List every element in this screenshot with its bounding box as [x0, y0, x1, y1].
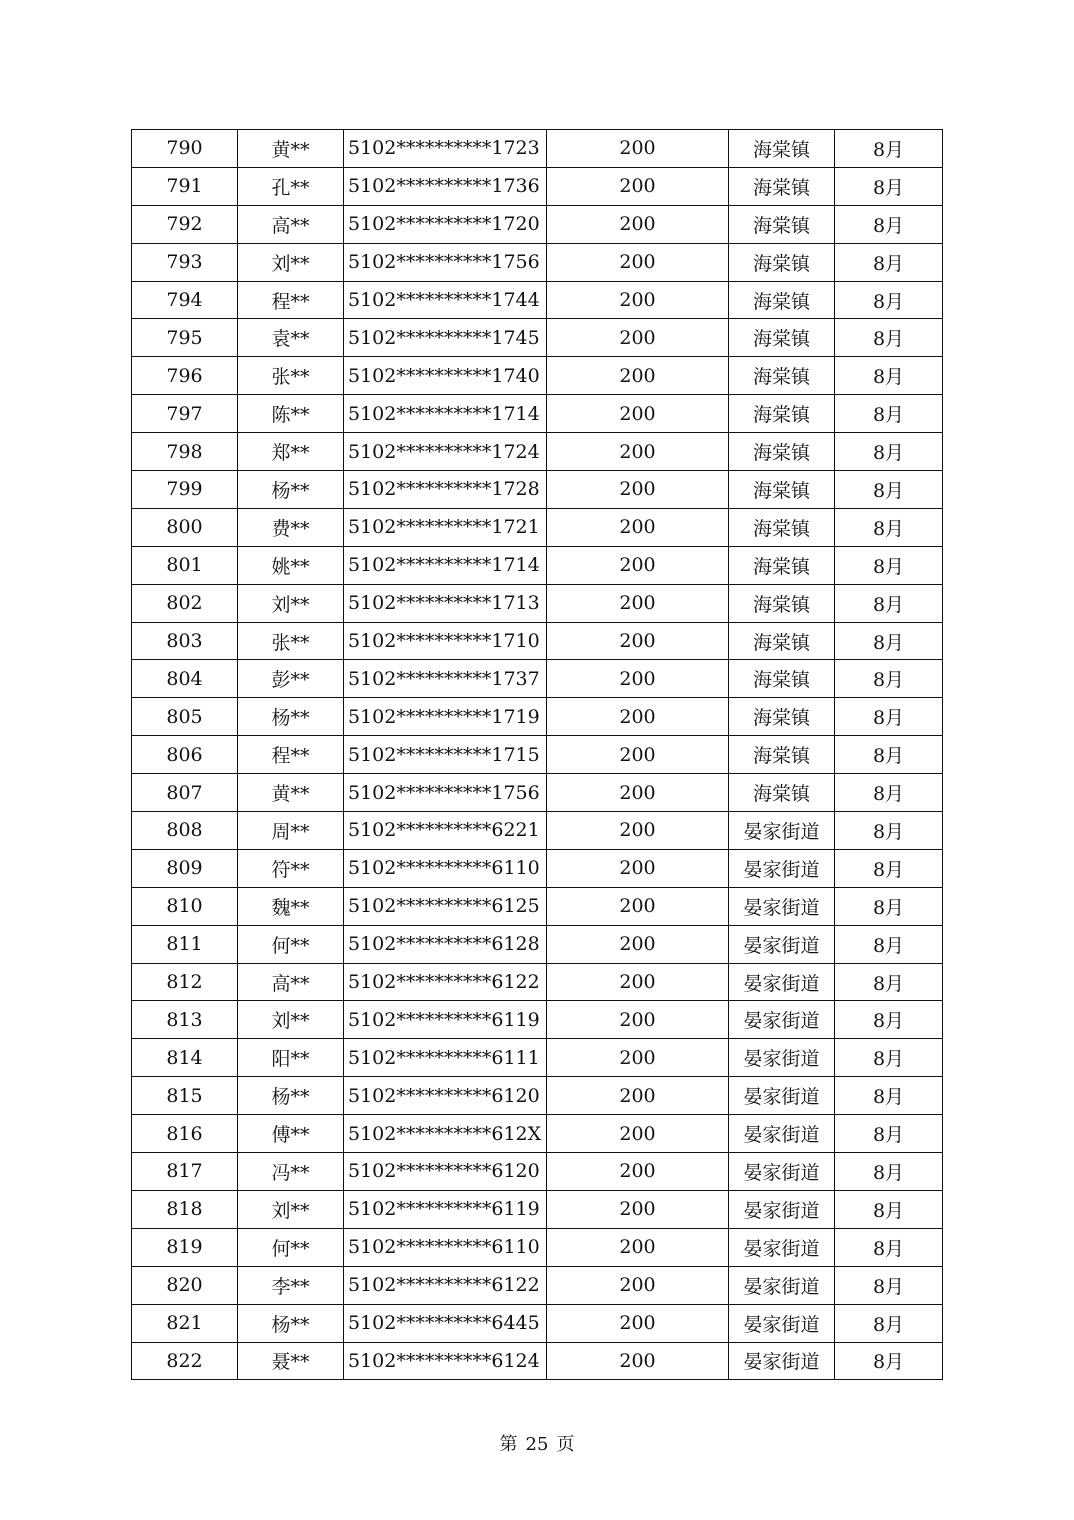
cell-month: 8月: [835, 395, 943, 433]
cell-month: 8月: [835, 622, 943, 660]
cell-id-number: 5102**********6124: [344, 1342, 547, 1380]
cell-amount: 200: [547, 584, 729, 622]
cell-id-number: 5102**********6119: [344, 1190, 547, 1228]
cell-town: 晏家街道: [729, 1266, 835, 1304]
cell-serial-number: 803: [132, 622, 238, 660]
cell-serial-number: 795: [132, 319, 238, 357]
cell-amount: 200: [547, 1115, 729, 1153]
cell-name: 符**: [238, 849, 344, 887]
cell-month: 8月: [835, 1228, 943, 1266]
footer-suffix: 页: [556, 1434, 575, 1455]
cell-serial-number: 807: [132, 774, 238, 812]
cell-month: 8月: [835, 1077, 943, 1115]
table-row: [132, 1190, 943, 1228]
cell-town: 海棠镇: [729, 471, 835, 509]
table-row: [132, 1342, 943, 1380]
cell-month: 8月: [835, 281, 943, 319]
cell-id-number: 5102**********1724: [344, 433, 547, 471]
cell-town: 晏家街道: [729, 1342, 835, 1380]
cell-town: 海棠镇: [729, 205, 835, 243]
cell-amount: 200: [547, 508, 729, 546]
table-row: [132, 698, 943, 736]
cell-name: 冯**: [238, 1153, 344, 1191]
cell-name: 李**: [238, 1266, 344, 1304]
cell-amount: 200: [547, 546, 729, 584]
cell-name: 彭**: [238, 660, 344, 698]
cell-month: 8月: [835, 1190, 943, 1228]
cell-town: 海棠镇: [729, 660, 835, 698]
cell-name: 何**: [238, 925, 344, 963]
cell-amount: 200: [547, 1190, 729, 1228]
cell-town: 晏家街道: [729, 1001, 835, 1039]
cell-name: 刘**: [238, 1001, 344, 1039]
cell-name: 刘**: [238, 243, 344, 281]
cell-id-number: 5102**********6110: [344, 849, 547, 887]
table-row: [132, 812, 943, 850]
cell-id-number: 5102**********6119: [344, 1001, 547, 1039]
cell-serial-number: 813: [132, 1001, 238, 1039]
cell-name: 黄**: [238, 774, 344, 812]
cell-name: 高**: [238, 205, 344, 243]
cell-month: 8月: [835, 736, 943, 774]
table-row: [132, 319, 943, 357]
cell-amount: 200: [547, 167, 729, 205]
cell-month: 8月: [835, 1342, 943, 1380]
cell-month: 8月: [835, 1039, 943, 1077]
cell-amount: 200: [547, 281, 729, 319]
cell-serial-number: 819: [132, 1228, 238, 1266]
cell-amount: 200: [547, 1342, 729, 1380]
cell-month: 8月: [835, 471, 943, 509]
cell-id-number: 5102**********6128: [344, 925, 547, 963]
cell-month: 8月: [835, 205, 943, 243]
table-row: [132, 1115, 943, 1153]
cell-name: 程**: [238, 281, 344, 319]
cell-town: 海棠镇: [729, 395, 835, 433]
cell-serial-number: 805: [132, 698, 238, 736]
cell-town: 晏家街道: [729, 887, 835, 925]
cell-amount: 200: [547, 698, 729, 736]
cell-serial-number: 800: [132, 508, 238, 546]
cell-id-number: 5102**********1713: [344, 584, 547, 622]
cell-id-number: 5102**********1740: [344, 357, 547, 395]
cell-month: 8月: [835, 130, 943, 168]
table-row: [132, 357, 943, 395]
cell-month: 8月: [835, 1266, 943, 1304]
cell-name: 杨**: [238, 698, 344, 736]
table-row: [132, 622, 943, 660]
table-row: [132, 1077, 943, 1115]
cell-amount: 200: [547, 774, 729, 812]
cell-month: 8月: [835, 1304, 943, 1342]
cell-id-number: 5102**********6221: [344, 812, 547, 850]
cell-id-number: 5102**********1736: [344, 167, 547, 205]
cell-month: 8月: [835, 357, 943, 395]
cell-month: 8月: [835, 925, 943, 963]
cell-name: 杨**: [238, 1304, 344, 1342]
cell-month: 8月: [835, 887, 943, 925]
table-row: [132, 243, 943, 281]
cell-month: 8月: [835, 508, 943, 546]
table-row: [132, 963, 943, 1001]
cell-name: 刘**: [238, 584, 344, 622]
cell-town: 海棠镇: [729, 130, 835, 168]
cell-amount: 200: [547, 357, 729, 395]
cell-month: 8月: [835, 546, 943, 584]
cell-serial-number: 817: [132, 1153, 238, 1191]
cell-serial-number: 794: [132, 281, 238, 319]
cell-town: 海棠镇: [729, 319, 835, 357]
cell-id-number: 5102**********612X: [344, 1115, 547, 1153]
cell-month: 8月: [835, 319, 943, 357]
cell-id-number: 5102**********6445: [344, 1304, 547, 1342]
table-row: [132, 281, 943, 319]
cell-serial-number: 797: [132, 395, 238, 433]
cell-name: 刘**: [238, 1190, 344, 1228]
cell-id-number: 5102**********6122: [344, 1266, 547, 1304]
table-row: [132, 395, 943, 433]
cell-month: 8月: [835, 963, 943, 1001]
cell-town: 海棠镇: [729, 243, 835, 281]
cell-name: 何**: [238, 1228, 344, 1266]
cell-amount: 200: [547, 925, 729, 963]
table-row: [132, 167, 943, 205]
cell-town: 晏家街道: [729, 812, 835, 850]
cell-serial-number: 799: [132, 471, 238, 509]
cell-amount: 200: [547, 1228, 729, 1266]
cell-amount: 200: [547, 471, 729, 509]
cell-town: 海棠镇: [729, 508, 835, 546]
cell-amount: 200: [547, 812, 729, 850]
page-number: 25: [525, 1434, 549, 1455]
table-row: [132, 774, 943, 812]
cell-name: 费**: [238, 508, 344, 546]
cell-serial-number: 806: [132, 736, 238, 774]
cell-amount: 200: [547, 660, 729, 698]
table-row: [132, 736, 943, 774]
cell-town: 海棠镇: [729, 736, 835, 774]
cell-town: 晏家街道: [729, 1228, 835, 1266]
page-footer: [0, 1430, 1074, 1456]
cell-month: 8月: [835, 774, 943, 812]
cell-id-number: 5102**********1714: [344, 546, 547, 584]
cell-serial-number: 810: [132, 887, 238, 925]
cell-amount: 200: [547, 736, 729, 774]
table-row: [132, 849, 943, 887]
cell-serial-number: 821: [132, 1304, 238, 1342]
table-row: [132, 546, 943, 584]
cell-amount: 200: [547, 963, 729, 1001]
roster-table: [131, 129, 943, 1380]
cell-month: 8月: [835, 1153, 943, 1191]
table-row: [132, 1228, 943, 1266]
table-row: [132, 660, 943, 698]
table-row: [132, 1001, 943, 1039]
cell-serial-number: 792: [132, 205, 238, 243]
cell-town: 晏家街道: [729, 1115, 835, 1153]
cell-name: 杨**: [238, 1077, 344, 1115]
cell-serial-number: 809: [132, 849, 238, 887]
cell-amount: 200: [547, 622, 729, 660]
cell-serial-number: 816: [132, 1115, 238, 1153]
table-row: [132, 433, 943, 471]
cell-name: 周**: [238, 812, 344, 850]
cell-town: 晏家街道: [729, 1077, 835, 1115]
cell-town: 晏家街道: [729, 1190, 835, 1228]
cell-amount: 200: [547, 887, 729, 925]
cell-town: 晏家街道: [729, 925, 835, 963]
cell-name: 聂**: [238, 1342, 344, 1380]
cell-serial-number: 793: [132, 243, 238, 281]
cell-id-number: 5102**********1714: [344, 395, 547, 433]
cell-serial-number: 814: [132, 1039, 238, 1077]
cell-town: 晏家街道: [729, 849, 835, 887]
cell-amount: 200: [547, 433, 729, 471]
cell-name: 程**: [238, 736, 344, 774]
cell-serial-number: 802: [132, 584, 238, 622]
cell-id-number: 5102**********1710: [344, 622, 547, 660]
cell-amount: 200: [547, 1001, 729, 1039]
cell-month: 8月: [835, 698, 943, 736]
cell-id-number: 5102**********1745: [344, 319, 547, 357]
cell-amount: 200: [547, 849, 729, 887]
cell-serial-number: 811: [132, 925, 238, 963]
cell-amount: 200: [547, 130, 729, 168]
cell-id-number: 5102**********6122: [344, 963, 547, 1001]
cell-id-number: 5102**********1756: [344, 774, 547, 812]
cell-serial-number: 801: [132, 546, 238, 584]
cell-month: 8月: [835, 660, 943, 698]
cell-serial-number: 790: [132, 130, 238, 168]
cell-town: 海棠镇: [729, 584, 835, 622]
cell-id-number: 5102**********1737: [344, 660, 547, 698]
table-row: [132, 508, 943, 546]
cell-month: 8月: [835, 1115, 943, 1153]
cell-id-number: 5102**********1715: [344, 736, 547, 774]
cell-amount: 200: [547, 319, 729, 357]
table-row: [132, 130, 943, 168]
cell-name: 袁**: [238, 319, 344, 357]
table-row: [132, 1266, 943, 1304]
table-row: [132, 887, 943, 925]
cell-town: 海棠镇: [729, 774, 835, 812]
cell-serial-number: 818: [132, 1190, 238, 1228]
cell-name: 孔**: [238, 167, 344, 205]
cell-name: 张**: [238, 357, 344, 395]
cell-serial-number: 822: [132, 1342, 238, 1380]
cell-month: 8月: [835, 243, 943, 281]
cell-name: 姚**: [238, 546, 344, 584]
footer-prefix: 第: [499, 1434, 518, 1455]
cell-amount: 200: [547, 1153, 729, 1191]
table-row: [132, 1304, 943, 1342]
cell-month: 8月: [835, 167, 943, 205]
cell-town: 海棠镇: [729, 357, 835, 395]
cell-id-number: 5102**********1744: [344, 281, 547, 319]
cell-id-number: 5102**********6111: [344, 1039, 547, 1077]
cell-id-number: 5102**********1720: [344, 205, 547, 243]
cell-id-number: 5102**********1756: [344, 243, 547, 281]
cell-town: 晏家街道: [729, 1153, 835, 1191]
cell-amount: 200: [547, 1077, 729, 1115]
cell-serial-number: 804: [132, 660, 238, 698]
cell-serial-number: 798: [132, 433, 238, 471]
cell-month: 8月: [835, 812, 943, 850]
cell-serial-number: 808: [132, 812, 238, 850]
cell-name: 郑**: [238, 433, 344, 471]
cell-id-number: 5102**********6120: [344, 1077, 547, 1115]
cell-serial-number: 791: [132, 167, 238, 205]
cell-name: 张**: [238, 622, 344, 660]
cell-month: 8月: [835, 1001, 943, 1039]
cell-id-number: 5102**********1719: [344, 698, 547, 736]
cell-id-number: 5102**********6120: [344, 1153, 547, 1191]
cell-id-number: 5102**********1721: [344, 508, 547, 546]
table-row: [132, 1039, 943, 1077]
cell-town: 海棠镇: [729, 698, 835, 736]
cell-amount: 200: [547, 205, 729, 243]
cell-month: 8月: [835, 433, 943, 471]
cell-town: 晏家街道: [729, 963, 835, 1001]
cell-town: 海棠镇: [729, 433, 835, 471]
cell-serial-number: 815: [132, 1077, 238, 1115]
cell-town: 晏家街道: [729, 1304, 835, 1342]
cell-town: 晏家街道: [729, 1039, 835, 1077]
cell-name: 陈**: [238, 395, 344, 433]
table-row: [132, 584, 943, 622]
cell-town: 海棠镇: [729, 281, 835, 319]
roster-body: [132, 130, 943, 1380]
cell-amount: 200: [547, 1266, 729, 1304]
cell-month: 8月: [835, 584, 943, 622]
cell-name: 高**: [238, 963, 344, 1001]
cell-month: 8月: [835, 849, 943, 887]
cell-serial-number: 796: [132, 357, 238, 395]
cell-town: 海棠镇: [729, 167, 835, 205]
table-row: [132, 925, 943, 963]
cell-amount: 200: [547, 1304, 729, 1342]
cell-id-number: 5102**********1728: [344, 471, 547, 509]
cell-id-number: 5102**********1723: [344, 130, 547, 168]
table-row: [132, 205, 943, 243]
cell-serial-number: 820: [132, 1266, 238, 1304]
table-row: [132, 471, 943, 509]
cell-serial-number: 812: [132, 963, 238, 1001]
cell-town: 海棠镇: [729, 546, 835, 584]
cell-name: 傅**: [238, 1115, 344, 1153]
cell-name: 黄**: [238, 130, 344, 168]
cell-amount: 200: [547, 1039, 729, 1077]
cell-id-number: 5102**********6125: [344, 887, 547, 925]
cell-name: 杨**: [238, 471, 344, 509]
cell-amount: 200: [547, 243, 729, 281]
cell-town: 海棠镇: [729, 622, 835, 660]
cell-amount: 200: [547, 395, 729, 433]
cell-name: 阳**: [238, 1039, 344, 1077]
table-row: [132, 1153, 943, 1191]
cell-name: 魏**: [238, 887, 344, 925]
cell-id-number: 5102**********6110: [344, 1228, 547, 1266]
